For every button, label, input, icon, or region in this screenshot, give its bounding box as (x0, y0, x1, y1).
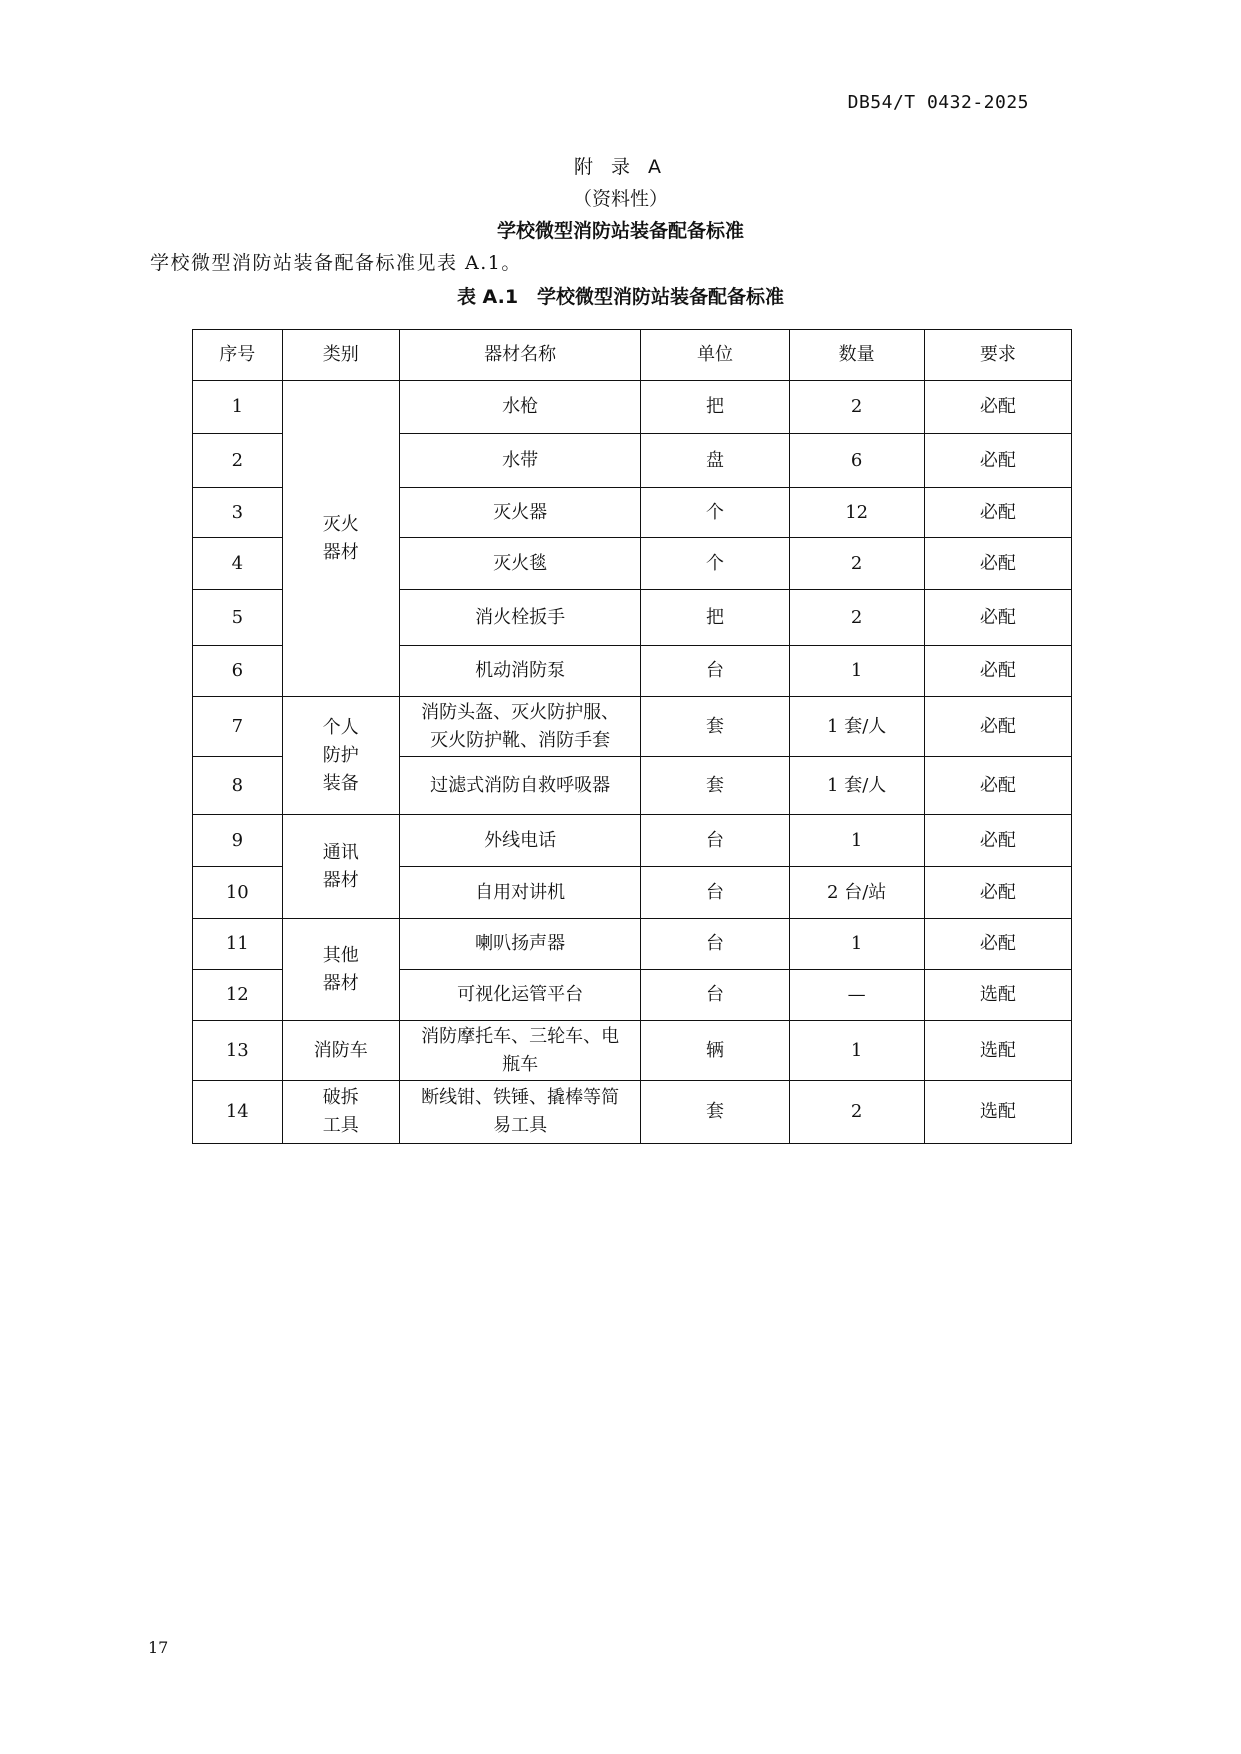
cell-requirement: 必配 (924, 919, 1071, 970)
cell-requirement: 必配 (924, 646, 1071, 697)
doc-code: DB54/T 0432-2025 (847, 92, 1029, 113)
cell-requirement: 必配 (924, 590, 1071, 646)
cell-unit: 套 (641, 697, 789, 757)
cell-requirement: 选配 (924, 970, 1071, 1021)
cell-no: 1 (193, 381, 283, 434)
header-requirement: 要求 (924, 330, 1071, 381)
cell-name: 消防头盔、灭火防护服、 灭火防护靴、消防手套 (399, 697, 641, 757)
cell-qty: 6 (789, 434, 924, 488)
cell-no: 13 (193, 1021, 283, 1081)
cell-category: 消防车 (282, 1021, 399, 1081)
cell-unit: 盘 (641, 434, 789, 488)
cell-requirement: 选配 (924, 1081, 1071, 1144)
table-row (193, 919, 1072, 970)
cell-no: 11 (193, 919, 283, 970)
cell-no: 5 (193, 590, 283, 646)
cell-requirement: 选配 (924, 1021, 1071, 1081)
cell-requirement: 必配 (924, 434, 1071, 488)
cell-unit: 把 (641, 381, 789, 434)
cell-name: 消火栓扳手 (399, 590, 641, 646)
cell-qty: 1 套/人 (789, 697, 924, 757)
table-caption: 表 A.1 学校微型消防站装备配备标准 (456, 286, 785, 308)
cell-requirement: 必配 (924, 697, 1071, 757)
cell-qty: 2 台/站 (789, 867, 924, 919)
header-no: 序号 (193, 330, 283, 381)
cell-no: 6 (193, 646, 283, 697)
header-name: 器材名称 (399, 330, 641, 381)
appendix-title: 学校微型消防站装备配备标准 (496, 220, 744, 242)
cell-requirement: 必配 (924, 815, 1071, 867)
cell-name: 灭火毯 (399, 538, 641, 590)
cell-unit: 台 (641, 867, 789, 919)
cell-qty: 1 (789, 1021, 924, 1081)
cell-name: 消防摩托车、三轮车、电 瓶车 (399, 1021, 641, 1081)
table-row (193, 815, 1072, 867)
cell-unit: 把 (641, 590, 789, 646)
cell-name: 水带 (399, 434, 641, 488)
cell-qty: 2 (789, 381, 924, 434)
appendix-nature: （资料性） (572, 188, 668, 210)
cell-requirement: 必配 (924, 757, 1071, 815)
table-row (193, 1081, 1072, 1144)
table-row (193, 697, 1072, 757)
cell-qty: 2 (789, 590, 924, 646)
cell-no: 4 (193, 538, 283, 590)
cell-category: 个人 防护 装备 (282, 697, 399, 815)
cell-qty: 1 (789, 919, 924, 970)
cell-requirement: 必配 (924, 538, 1071, 590)
cell-qty: 12 (789, 488, 924, 538)
cell-name: 自用对讲机 (399, 867, 641, 919)
page-number: 17 (148, 1638, 169, 1657)
cell-qty: — (789, 970, 924, 1021)
table-row (193, 381, 1072, 434)
cell-no: 3 (193, 488, 283, 538)
header-category: 类别 (282, 330, 399, 381)
cell-name: 机动消防泵 (399, 646, 641, 697)
cell-qty: 1 (789, 815, 924, 867)
cell-no: 10 (193, 867, 283, 919)
cell-name: 外线电话 (399, 815, 641, 867)
cell-no: 9 (193, 815, 283, 867)
cell-no: 7 (193, 697, 283, 757)
table-body (193, 381, 1072, 1144)
cell-requirement: 必配 (924, 381, 1071, 434)
cell-qty: 2 (789, 1081, 924, 1144)
cell-unit: 台 (641, 646, 789, 697)
cell-unit: 个 (641, 488, 789, 538)
cell-category: 破拆 工具 (282, 1081, 399, 1144)
cell-name: 断线钳、铁锤、撬棒等简 易工具 (399, 1081, 641, 1144)
cell-qty: 1 套/人 (789, 757, 924, 815)
cell-category: 通讯 器材 (282, 815, 399, 919)
header-qty: 数量 (789, 330, 924, 381)
cell-unit: 套 (641, 757, 789, 815)
cell-category: 其他 器材 (282, 919, 399, 1021)
cell-unit: 套 (641, 1081, 789, 1144)
cell-name: 水枪 (399, 381, 641, 434)
cell-qty: 2 (789, 538, 924, 590)
cell-unit: 台 (641, 970, 789, 1021)
cell-no: 8 (193, 757, 283, 815)
cell-category: 灭火 器材 (282, 381, 399, 697)
cell-unit: 台 (641, 815, 789, 867)
cell-name: 可视化运管平台 (399, 970, 641, 1021)
cell-name: 灭火器 (399, 488, 641, 538)
cell-name: 喇叭扬声器 (399, 919, 641, 970)
cell-unit: 个 (641, 538, 789, 590)
cell-requirement: 必配 (924, 867, 1071, 919)
cell-no: 2 (193, 434, 283, 488)
cell-qty: 1 (789, 646, 924, 697)
intro-text: 学校微型消防站装备配备标准见表 A.1。 (150, 252, 522, 274)
cell-unit: 台 (641, 919, 789, 970)
table-row (193, 1021, 1072, 1081)
appendix-label: 附 录 A (573, 156, 668, 178)
equipment-table (192, 329, 1072, 1144)
cell-unit: 辆 (641, 1021, 789, 1081)
cell-requirement: 必配 (924, 488, 1071, 538)
cell-no: 12 (193, 970, 283, 1021)
table-header-row (193, 330, 1072, 381)
header-unit: 单位 (641, 330, 789, 381)
cell-no: 14 (193, 1081, 283, 1144)
cell-name: 过滤式消防自救呼吸器 (399, 757, 641, 815)
